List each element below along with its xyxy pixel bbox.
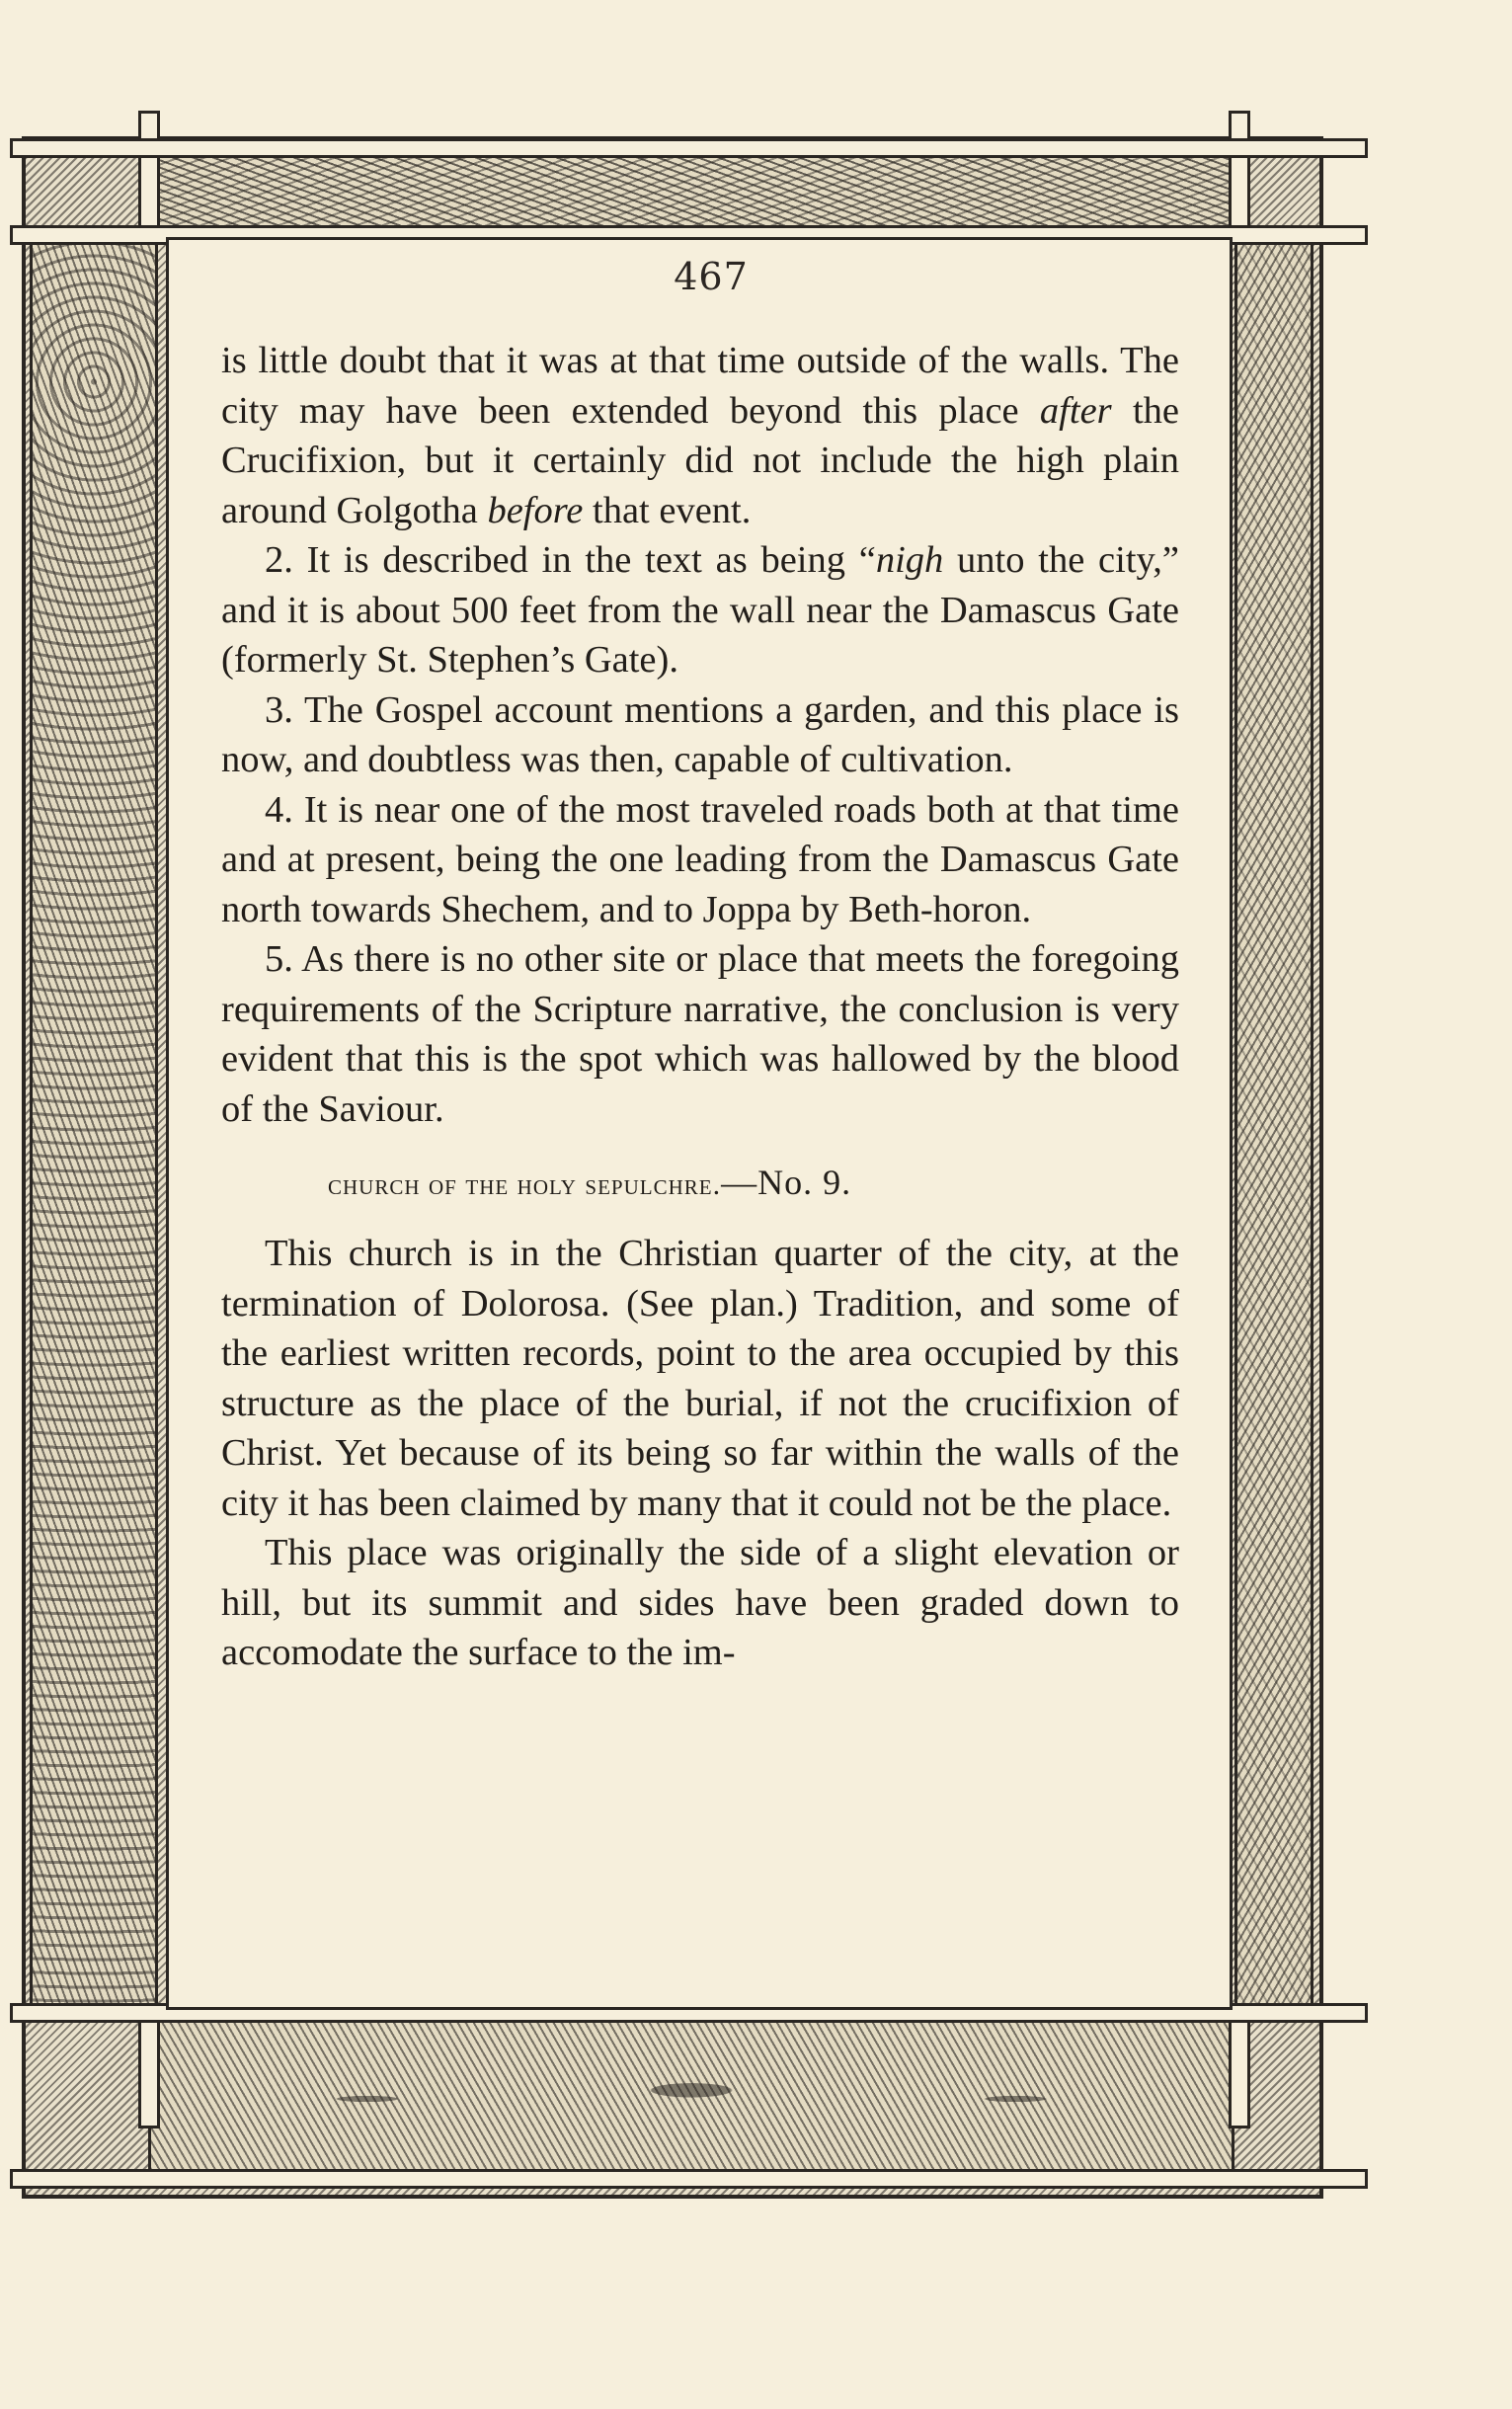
list-item-2 [221,535,1179,685]
paragraph: This place was originally the side of a slight elevation or hill, but its summit and sides have been graded down to accomodate the surface to the im- [221,1532,1179,1673]
paragraph-text: is little doubt that it was at that time outside of the walls. The city may have been extended beyond this place [221,340,1179,432]
emphasis-text: nigh [875,539,944,581]
paragraph: This church is in the Christian quarter of the city, at the termination of Dolorosa. (See plan.) Tradition, and some of the earliest written records, point to the area occupied by this structure as the place of the burial, if not the crucifixion of Christ. Yet because of its being so far within the walls of the city it has been claimed by many that it could not be the place. [221,1233,1179,1524]
frame-bar-bottom-outer [10,2169,1368,2189]
frame-post-top-left [138,111,160,244]
frame-right-ornament [1234,237,1313,2015]
paragraph-text: 2. It is described in the text as being “ [265,539,876,581]
frame-bottom-ornament [148,2010,1234,2188]
list-item-4: 4. It is near one of the most traveled roads both at that time and at present, being the one leading from the Damascus Gate north towards Shechem, and to Joppa by Beth-horon. [221,788,1179,930]
frame-left-ornament [30,237,158,2015]
section-heading-title: church of the holy sepulchre. [328,1168,722,1201]
emphasis-text: before [487,489,584,531]
page-number: 467 [674,255,749,298]
section-heading-number: —No. 9. [721,1163,852,1202]
paragraph-text: unto the city,” and it is about 500 feet from the wall near the Damascus Gate (formerly St. Stephen’s Gate). [221,539,1179,681]
frame-bar-top [10,138,1368,158]
list-item-3: 3. The Gospel account mentions a garden, and this place is now, and doubtless was then, capable of cultivation. [221,688,1179,780]
section-heading [221,1158,1179,1211]
emphasis-text: after [1039,389,1112,432]
body-text [221,336,1179,1678]
paragraph-continuation [221,336,1179,535]
frame-post-bottom-right [1229,2005,1250,2128]
list-item-5: 5. As there is no other site or place that meets the foregoing requirements of the Scripture narrative, the conclusion is very evident that this is the spot which was hallowed by the blood of the Saviour. [221,938,1179,1130]
paragraph-text: that event. [583,489,752,531]
paragraph-text: the Crucifixion, but it certainly did not include the high plain around Golgotha [221,389,1179,531]
frame-post-bottom-left [138,2005,160,2128]
frame-post-top-right [1229,111,1250,244]
